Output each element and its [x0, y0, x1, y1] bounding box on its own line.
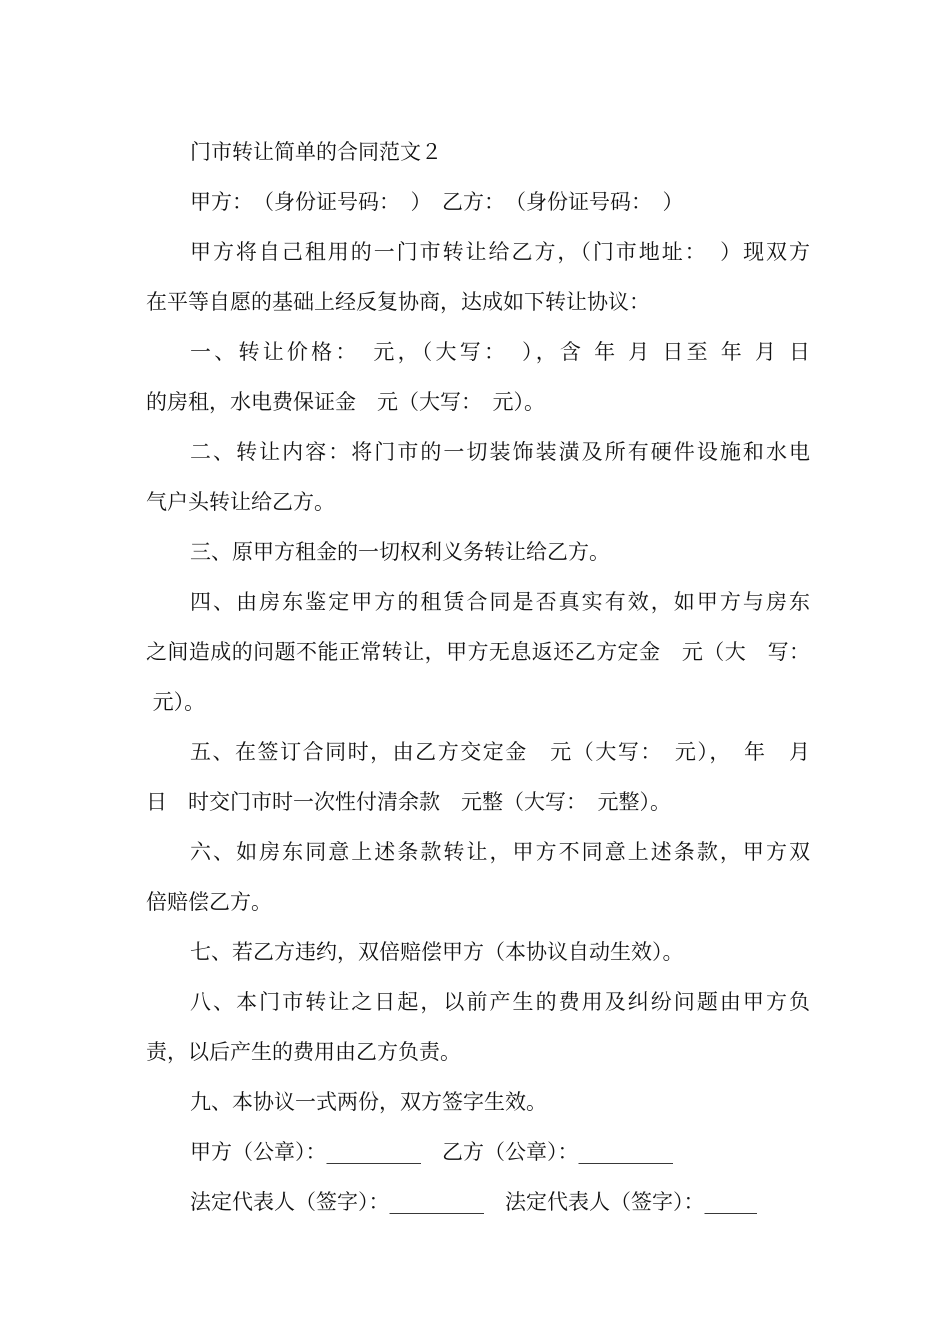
clause-4-line-1: 四、由房东鉴定甲方的租赁合同是否真实有效，如甲方与房东 [190, 590, 810, 614]
intro-line-1: 甲方将自己租用的一门市转让给乙方，（门市地址： ）现双方 [190, 240, 810, 264]
signature-line-representatives: 法定代表人（签字）：_________ 法定代表人（签字）：_____ [190, 1190, 757, 1214]
clause-8-line-2: 责，以后产生的费用由乙方负责。 [146, 1040, 461, 1064]
clause-5-line-1: 五、在签订合同时，由乙方交定金 元（大写： 元）， 年 月 [190, 740, 810, 764]
clause-6-line-2: 倍赔偿乙方。 [146, 890, 272, 914]
intro-line-2: 在平等自愿的基础上经反复协商，达成如下转让协议： [146, 290, 650, 314]
clause-2-line-2: 气户头转让给乙方。 [146, 490, 335, 514]
document-title: 门市转让简单的合同范文２ [190, 140, 442, 164]
clause-9-line-1: 九、本协议一式两份，双方签字生效。 [190, 1090, 547, 1114]
parties-line: 甲方： （身份证号码： ） 乙方： （身份证号码： ） [190, 190, 684, 214]
clause-5-line-2: 日 时交门市时一次性付清余款 元整（大写： 元整）。 [146, 790, 671, 814]
clause-1-line-2: 的房租，水电费保证金 元（大写： 元）。 [146, 390, 545, 414]
clause-4-line-2: 之间造成的问题不能正常转让，甲方无息返还乙方定金 元（大 写： [146, 640, 810, 664]
clause-2-line-1: 二、转让内容：将门市的一切装饰装潢及所有硬件设施和水电 [190, 440, 810, 464]
clause-3-line-1: 三、原甲方租金的一切权利义务转让给乙方。 [190, 540, 610, 564]
clause-6-line-1: 六、如房东同意上述条款转让，甲方不同意上述条款，甲方双 [190, 840, 810, 864]
clause-8-line-1: 八、本门市转让之日起，以前产生的费用及纠纷问题由甲方负 [190, 990, 810, 1014]
clause-7-line-1: 七、若乙方违约，双倍赔偿甲方（本协议自动生效）。 [190, 940, 684, 964]
clause-4-line-3: 元）。 [146, 690, 206, 714]
signature-line-party-seals: 甲方（公章）：_________ 乙方（公章）：_________ [190, 1140, 673, 1164]
clause-1-line-1: 一、转让价格： 元，（大写： ），含 年 月 日至 年 月 日 [190, 340, 810, 364]
